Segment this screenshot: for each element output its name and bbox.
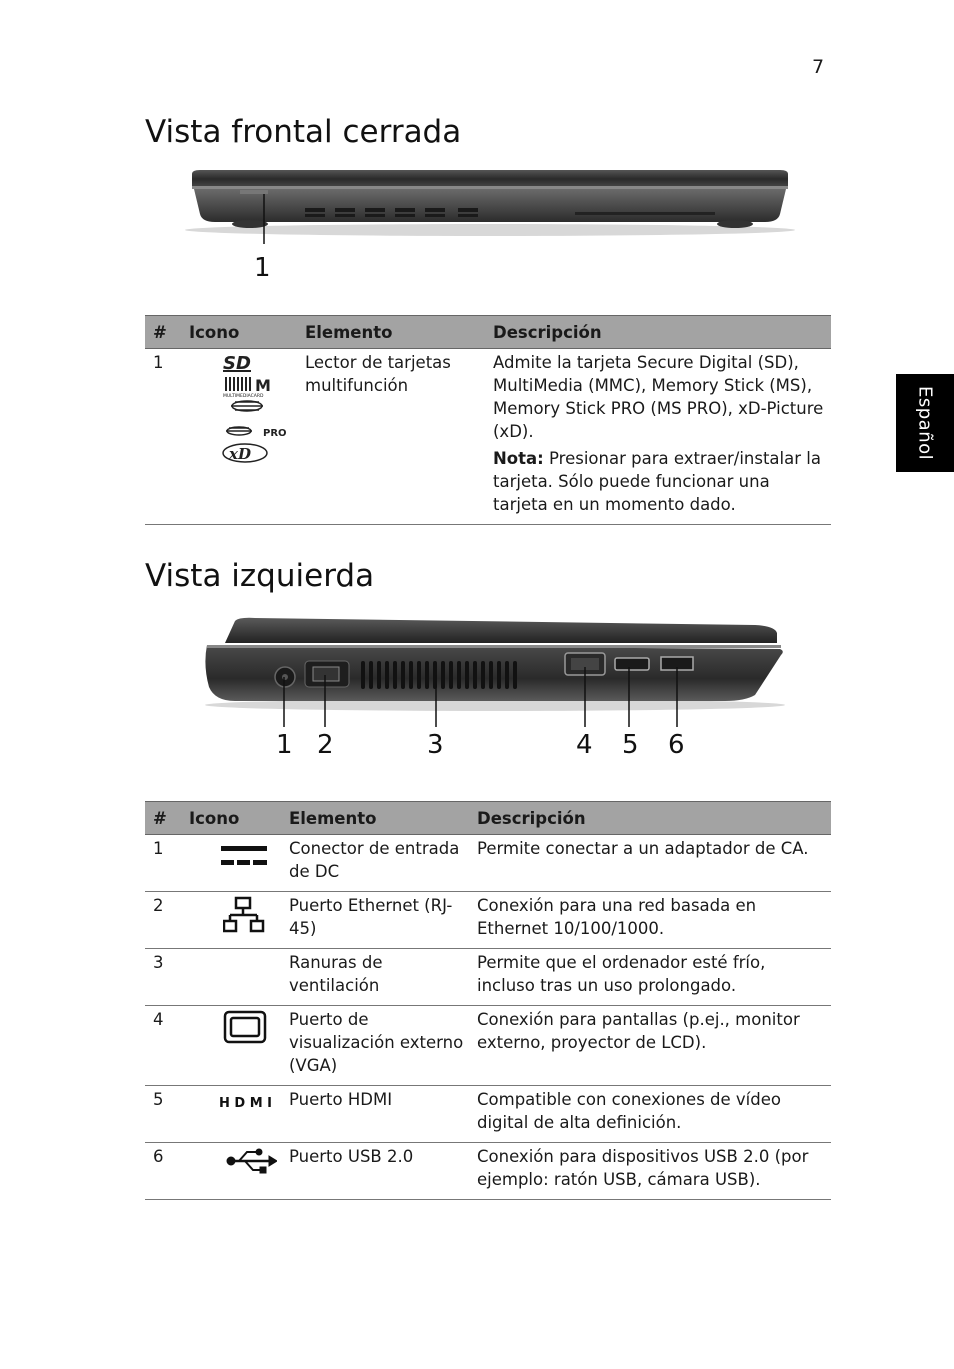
row-icon-empty (181, 949, 281, 1006)
row-element: Puerto Ethernet (RJ-45) (281, 892, 469, 949)
description-note (493, 447, 827, 516)
note-label: Nota: (493, 449, 544, 468)
sd-card-icon-label: SD (223, 353, 251, 374)
row-description: Conexión para dispositivos USB 2.0 (por ejemplo: ratón USB, cámara USB). (469, 1143, 831, 1200)
table-row (145, 1086, 831, 1143)
left-view-table (145, 801, 831, 1200)
row-element: Puerto de visualización externo (VGA) (281, 1006, 469, 1086)
front-callout-1: 1 (254, 253, 271, 283)
col-header-number: # (145, 316, 181, 349)
table-row (145, 1143, 831, 1200)
table-row (145, 835, 831, 892)
row-number: 1 (145, 349, 181, 525)
left-view-title: Vista izquierda (145, 558, 375, 594)
col-header-element: Elemento (281, 802, 469, 835)
left-callout-5: 5 (622, 730, 639, 760)
table-header-row (145, 802, 831, 835)
row-element: Puerto USB 2.0 (281, 1143, 469, 1200)
row-number: 2 (145, 892, 181, 949)
memory-stick-pro-icon-label: PRO (263, 428, 287, 439)
col-header-description: Descripción (469, 802, 831, 835)
dc-in-icon (219, 843, 277, 871)
row-element: Puerto HDMI (281, 1086, 469, 1143)
page-number: 7 (812, 56, 825, 78)
row-element: Ranuras de ventilación (281, 949, 469, 1006)
svg-text:M: M (255, 376, 271, 395)
language-tab (896, 374, 954, 472)
memory-stick-pro-icon (226, 427, 287, 439)
table-row (145, 1006, 831, 1086)
table-header-row (145, 316, 831, 349)
row-icon (181, 892, 281, 949)
front-view-title: Vista frontal cerrada (145, 114, 462, 150)
row-description (485, 349, 831, 525)
col-header-icon: Icono (181, 802, 281, 835)
sd-card-icon (223, 353, 251, 374)
table-row (145, 949, 831, 1006)
table-row (145, 892, 831, 949)
row-icon (181, 835, 281, 892)
laptop-left-image (195, 615, 785, 730)
multimedia-card-icon-label: MULTIMEDIACARD (223, 394, 264, 399)
usb-icon (225, 1147, 277, 1175)
row-icon (181, 1006, 281, 1086)
hdmi-icon (219, 1094, 277, 1110)
ethernet-icon (223, 896, 277, 934)
row-description: Permite que el ordenador esté frío, incluso tras un uso prolongado. (469, 949, 831, 1006)
left-callout-4: 4 (576, 730, 593, 760)
note-text: Presionar para extraer/instalar la tarjeta. Sólo puede funcionar una tarjeta en un momento dado. (493, 449, 821, 514)
hdmi-icon-label: HDMI (219, 1096, 273, 1110)
left-callout-6: 6 (668, 730, 685, 760)
front-view-table (145, 315, 831, 525)
col-header-number: # (145, 802, 181, 835)
card-reader-icons (221, 351, 293, 466)
row-number: 5 (145, 1086, 181, 1143)
table-row (145, 349, 831, 525)
row-icon (181, 1086, 281, 1143)
left-callout-2: 2 (317, 730, 334, 760)
row-description: Compatible con conexiones de vídeo digital de alta definición. (469, 1086, 831, 1143)
col-header-icon: Icono (181, 316, 297, 349)
xd-picture-icon-label: xD (229, 445, 251, 463)
row-description: Conexión para pantallas (p.ej., monitor externo, proyector de LCD). (469, 1006, 831, 1086)
xd-picture-icon (223, 444, 267, 463)
row-description: Permite conectar a un adaptador de CA. (469, 835, 831, 892)
col-header-element: Elemento (297, 316, 485, 349)
multimedia-card-icon (223, 376, 271, 399)
language-tab-label: Español (914, 385, 936, 461)
row-number: 1 (145, 835, 181, 892)
row-description: Conexión para una red basada en Ethernet 10/100/1000. (469, 892, 831, 949)
left-callout-3: 3 (427, 730, 444, 760)
row-element: Conector de entrada de DC (281, 835, 469, 892)
row-number: 3 (145, 949, 181, 1006)
laptop-front-image (180, 168, 800, 248)
vga-icon (223, 1010, 277, 1044)
row-icon (181, 1143, 281, 1200)
col-header-description: Descripción (485, 316, 831, 349)
row-element: Lector de tarjetas multifunción (297, 349, 485, 525)
row-icons (181, 349, 297, 525)
row-number: 4 (145, 1006, 181, 1086)
description-text: Admite la tarjeta Secure Digital (SD), MultiMedia (MMC), Memory Stick (MS), Memory Stick PRO (MS PRO), xD-Picture (xD). (493, 353, 824, 441)
row-number: 6 (145, 1143, 181, 1200)
left-callout-1: 1 (276, 730, 293, 760)
memory-stick-icon (231, 401, 263, 411)
